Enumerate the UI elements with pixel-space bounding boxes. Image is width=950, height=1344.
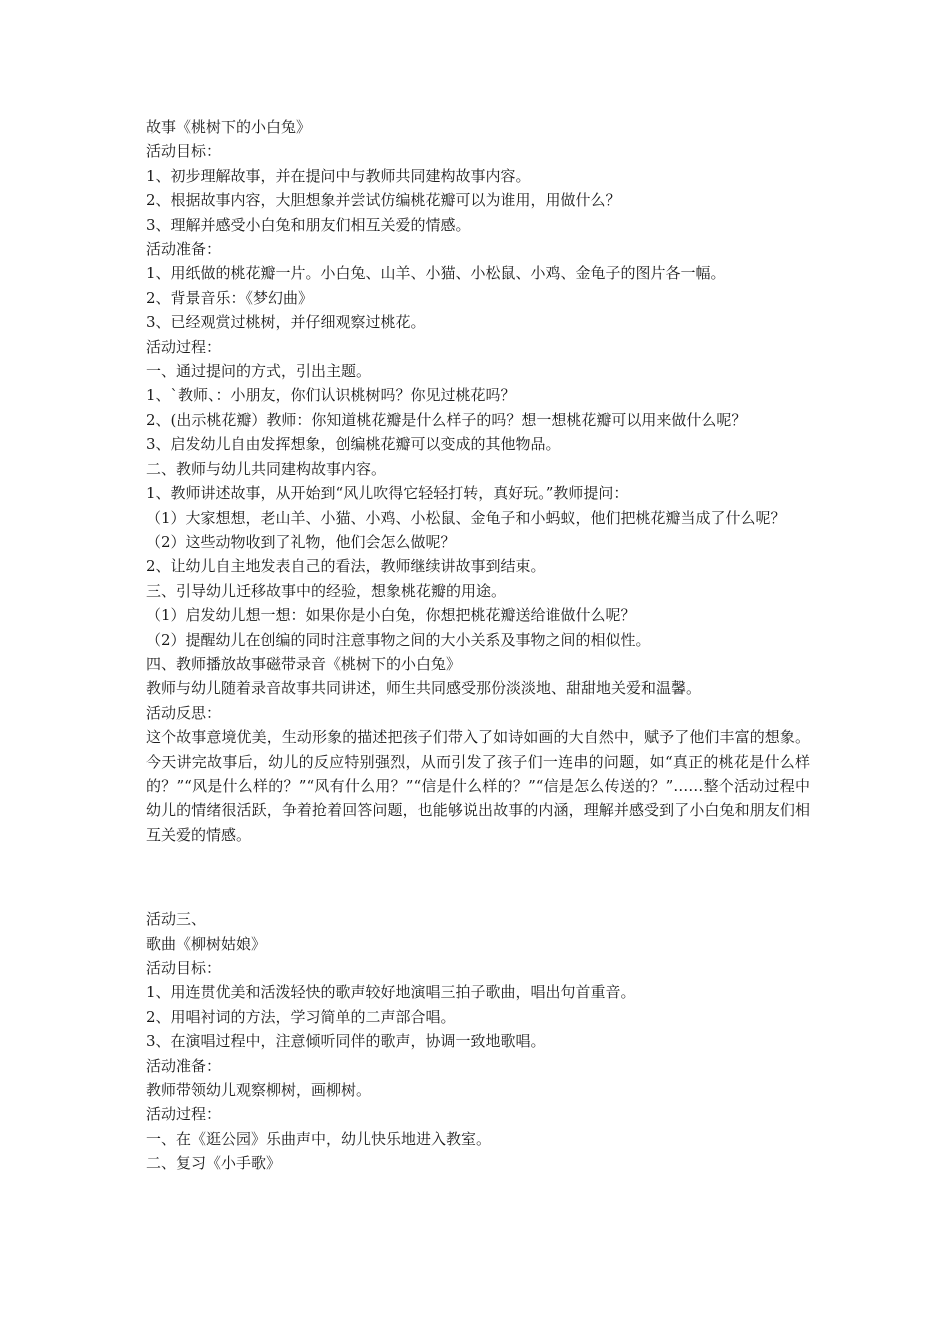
process-item: 三、引导幼儿迁移故事中的经验，想象桃花瓣的用途。 <box>146 581 507 600</box>
activity-label: 活动三、 <box>146 910 207 929</box>
process-item: 一、通过提问的方式，引出主题。 <box>146 362 372 381</box>
goals-heading: 活动目标： <box>146 142 222 161</box>
process-item: 2、让幼儿自主地发表自己的看法，教师继续讲故事到结束。 <box>146 557 546 576</box>
prep-item: 1、用纸做的桃花瓣一片。小白兔、山羊、小猫、小松鼠、小鸡、金龟子的图片各一幅。 <box>146 264 726 283</box>
process-item: （2）这些动物收到了礼物，他们会怎么做呢？ <box>146 532 456 551</box>
prep-item: 2、背景音乐：《梦幻曲》 <box>146 288 314 307</box>
prep-heading: 活动准备： <box>146 240 222 259</box>
process-item: （2）提醒幼儿在创编的同时注意事物之间的大小关系及事物之间的相似性。 <box>146 630 651 649</box>
process-item: 2、(出示桃花瓣）教师：你知道桃花瓣是什么样子的吗？想一想桃花瓣可以用来做什么呢？ <box>146 410 747 429</box>
process-heading: 活动过程： <box>146 1105 222 1124</box>
process-item: 四、教师播放故事磁带录音《桃树下的小白兔》 <box>146 654 462 673</box>
goals-heading: 活动目标： <box>146 959 222 977</box>
process-item: 二、教师与幼儿共同建构故事内容。 <box>146 459 387 478</box>
process-item: （1）大家想想，老山羊、小猫、小鸡、小松鼠、金龟子和小蚂蚁，他们把桃花瓣当成了什么呢？ <box>146 508 786 527</box>
document-page <box>146 115 814 1176</box>
process-item: 1、教师讲述故事，从开始到“风儿吹得它轻轻打转，真好玩。”教师提问： <box>146 484 629 503</box>
goal-item: 1、用连贯优美和活泼轻快的歌声较好地演唱三拍子歌曲，唱出句首重音。 <box>146 983 636 1002</box>
prep-heading: 活动准备： <box>146 1056 222 1075</box>
process-item: 1、`教师、：小朋友，你们认识桃树吗？你见过桃花吗？ <box>146 386 516 405</box>
process-heading: 活动过程： <box>146 337 222 356</box>
process-item: 3、启发幼儿自由发挥想象，创编桃花瓣可以变成的其他物品。 <box>146 435 561 454</box>
process-item: 教师与幼儿随着录音故事共同讲述，师生共同感受那份淡淡地、甜甜地关爱和温馨。 <box>146 679 702 698</box>
goal-item: 3、理解并感受小白兔和朋友们相互关爱的情感。 <box>146 215 471 234</box>
song-title: 歌曲《柳树姑娘》 <box>146 934 267 953</box>
goal-item: 2、根据故事内容，大胆想象并尝试仿编桃花瓣可以为谁用，用做什么？ <box>146 191 621 210</box>
goal-item: 1、初步理解故事，并在提问中与教师共同建构故事内容。 <box>146 166 531 185</box>
story-title: 故事《桃树下的小白兔》 <box>146 118 312 136</box>
process-item: 一、在《逛公园》乐曲声中，幼儿快乐地进入教室。 <box>146 1129 492 1148</box>
process-item: 二、复习《小手歌》 <box>146 1154 282 1173</box>
process-item: （1）启发幼儿想一想：如果你是小白兔，你想把桃花瓣送给谁做什么呢？ <box>146 606 636 625</box>
prep-item: 教师带领幼儿观察柳树，画柳树。 <box>146 1081 372 1100</box>
section-gap <box>146 847 814 907</box>
reflection-heading: 活动反思： <box>146 703 222 722</box>
goal-item: 2、用唱衬词的方法，学习简单的二声部合唱。 <box>146 1007 456 1026</box>
prep-item: 3、已经观赏过桃树，并仔细观察过桃花。 <box>146 313 426 332</box>
reflection-text: 这个故事意境优美，生动形象的描述把孩子们带入了如诗如画的大自然中，赋予了他们丰富的想象。今天讲完故事后，幼儿的反应特别强烈，从而引发了孩子们一连串的问题，如“真正的桃花是什么样的？”“风是什么样的？”“风有什么用？”“信是什么样的？”“信是怎么传送的？”……整个活动过程中幼儿的情绪很活跃，争着抢着回答问题，也能够说出故事的内涵，理解并感受到了小白兔和朋友们相互关爱的情感。 <box>146 728 810 844</box>
goal-item: 3、在演唱过程中，注意倾听同伴的歌声，协调一致地歌唱。 <box>146 1032 546 1051</box>
